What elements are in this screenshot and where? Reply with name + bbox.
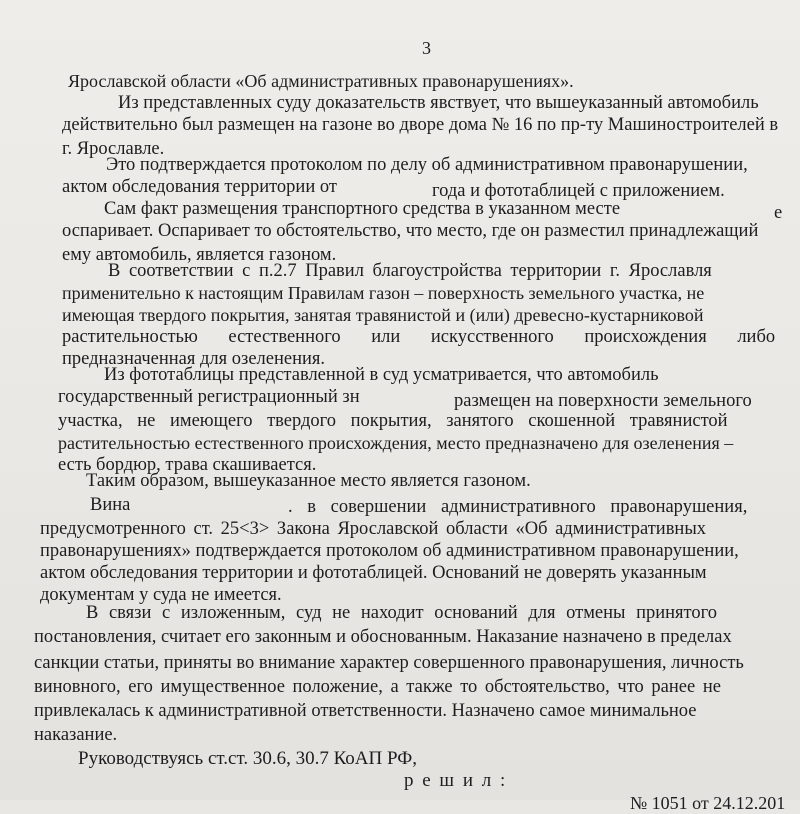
text-line: г. Ярославле. bbox=[62, 139, 165, 159]
text-line: Вина bbox=[90, 495, 131, 515]
text-line: действительно был размещен на газоне во дворе дома № 16 по пр-ту Машиностроителей в bbox=[62, 115, 779, 135]
text-line: ему автомобиль, является газоном. bbox=[62, 245, 337, 265]
text-line: правонарушениях» подтверждается протоколом об административном правонарушении, bbox=[40, 541, 739, 561]
text-line: растительностью естественного происхождения, место предназначено для озеленения – bbox=[58, 433, 734, 453]
text-line: имеющая твердого покрытия, занятая травянистой и (или) древесно-кустарниковой bbox=[62, 305, 704, 325]
text-line: документам у суда не имеется. bbox=[40, 585, 282, 605]
text-line: . в совершении административного правонарушения, bbox=[288, 497, 748, 517]
text-line: размещен на поверхности земельного bbox=[454, 391, 752, 411]
text-line: Руководствуясь ст.ст. 30.6, 30.7 КоАП РФ, bbox=[78, 748, 418, 769]
text-line: участка, не имеющего твердого покрытия, занятого скошенной травянистой bbox=[58, 411, 728, 431]
text-line: года и фототаблицей с приложением. bbox=[432, 181, 725, 201]
text-line: предусмотренного ст. 25<3> Закона Ярославской области «Об административных bbox=[40, 519, 707, 539]
text-line: р е ш и л : bbox=[404, 770, 508, 791]
text-line: государственный регистрационный зн bbox=[58, 387, 360, 407]
text-line: предназначенная для озеленения. bbox=[62, 349, 326, 369]
text-line: Таким образом, вышеуказанное место является газоном. bbox=[86, 471, 531, 491]
text-line: Из фототаблицы представленной в суд усматривается, что автомобиль bbox=[104, 365, 659, 385]
text-line: оспаривает. Оспаривает то обстоятельство, что место, где он разместил принадлежащий bbox=[62, 221, 759, 241]
text-line: растительностью естественного или искусственного происхождения либо bbox=[62, 327, 776, 347]
page-number: 3 bbox=[422, 38, 431, 58]
text-line: е bbox=[774, 203, 783, 223]
text-line: актом обследования территории и фототаблицей. Оснований не доверять указанным bbox=[40, 563, 707, 583]
text-line: Ярославской области «Об административных правонарушениях». bbox=[68, 71, 574, 91]
text-line: есть бордюр, трава скашивается. bbox=[58, 455, 317, 475]
text-line: виновного, его имущественное положение, а также то обстоятельство, что ранее не bbox=[34, 677, 721, 697]
text-line: актом обследования территории от bbox=[62, 177, 337, 197]
text-line: применительно к настоящим Правилам газон – поверхность земельного участка, не bbox=[62, 283, 705, 303]
text-line: Это подтверждается протоколом по делу об административном правонарушении, bbox=[106, 155, 748, 175]
text-line: № 1051 от 24.12.201 bbox=[630, 793, 786, 813]
text-line: Сам факт размещения транспортного средства в указанном месте bbox=[104, 199, 621, 219]
text-line: В соответствии с п.2.7 Правил благоустройства территории г. Ярославля bbox=[108, 261, 712, 281]
text-line: наказание. bbox=[34, 725, 118, 745]
text-line: В связи с изложенным, суд не находит оснований для отмены принятого bbox=[86, 603, 718, 623]
text-line: санкции статьи, приняты во внимание характер совершенного правонарушения, личность bbox=[34, 653, 744, 673]
text-line: Из представленных суду доказательств явствует, что вышеуказанный автомобиль bbox=[118, 93, 759, 113]
text-line: постановления, считает его законным и обоснованным. Наказание назначено в пределах bbox=[34, 627, 732, 647]
text-line: привлекалась к административной ответственности. Назначено самое минимальное bbox=[34, 701, 697, 721]
